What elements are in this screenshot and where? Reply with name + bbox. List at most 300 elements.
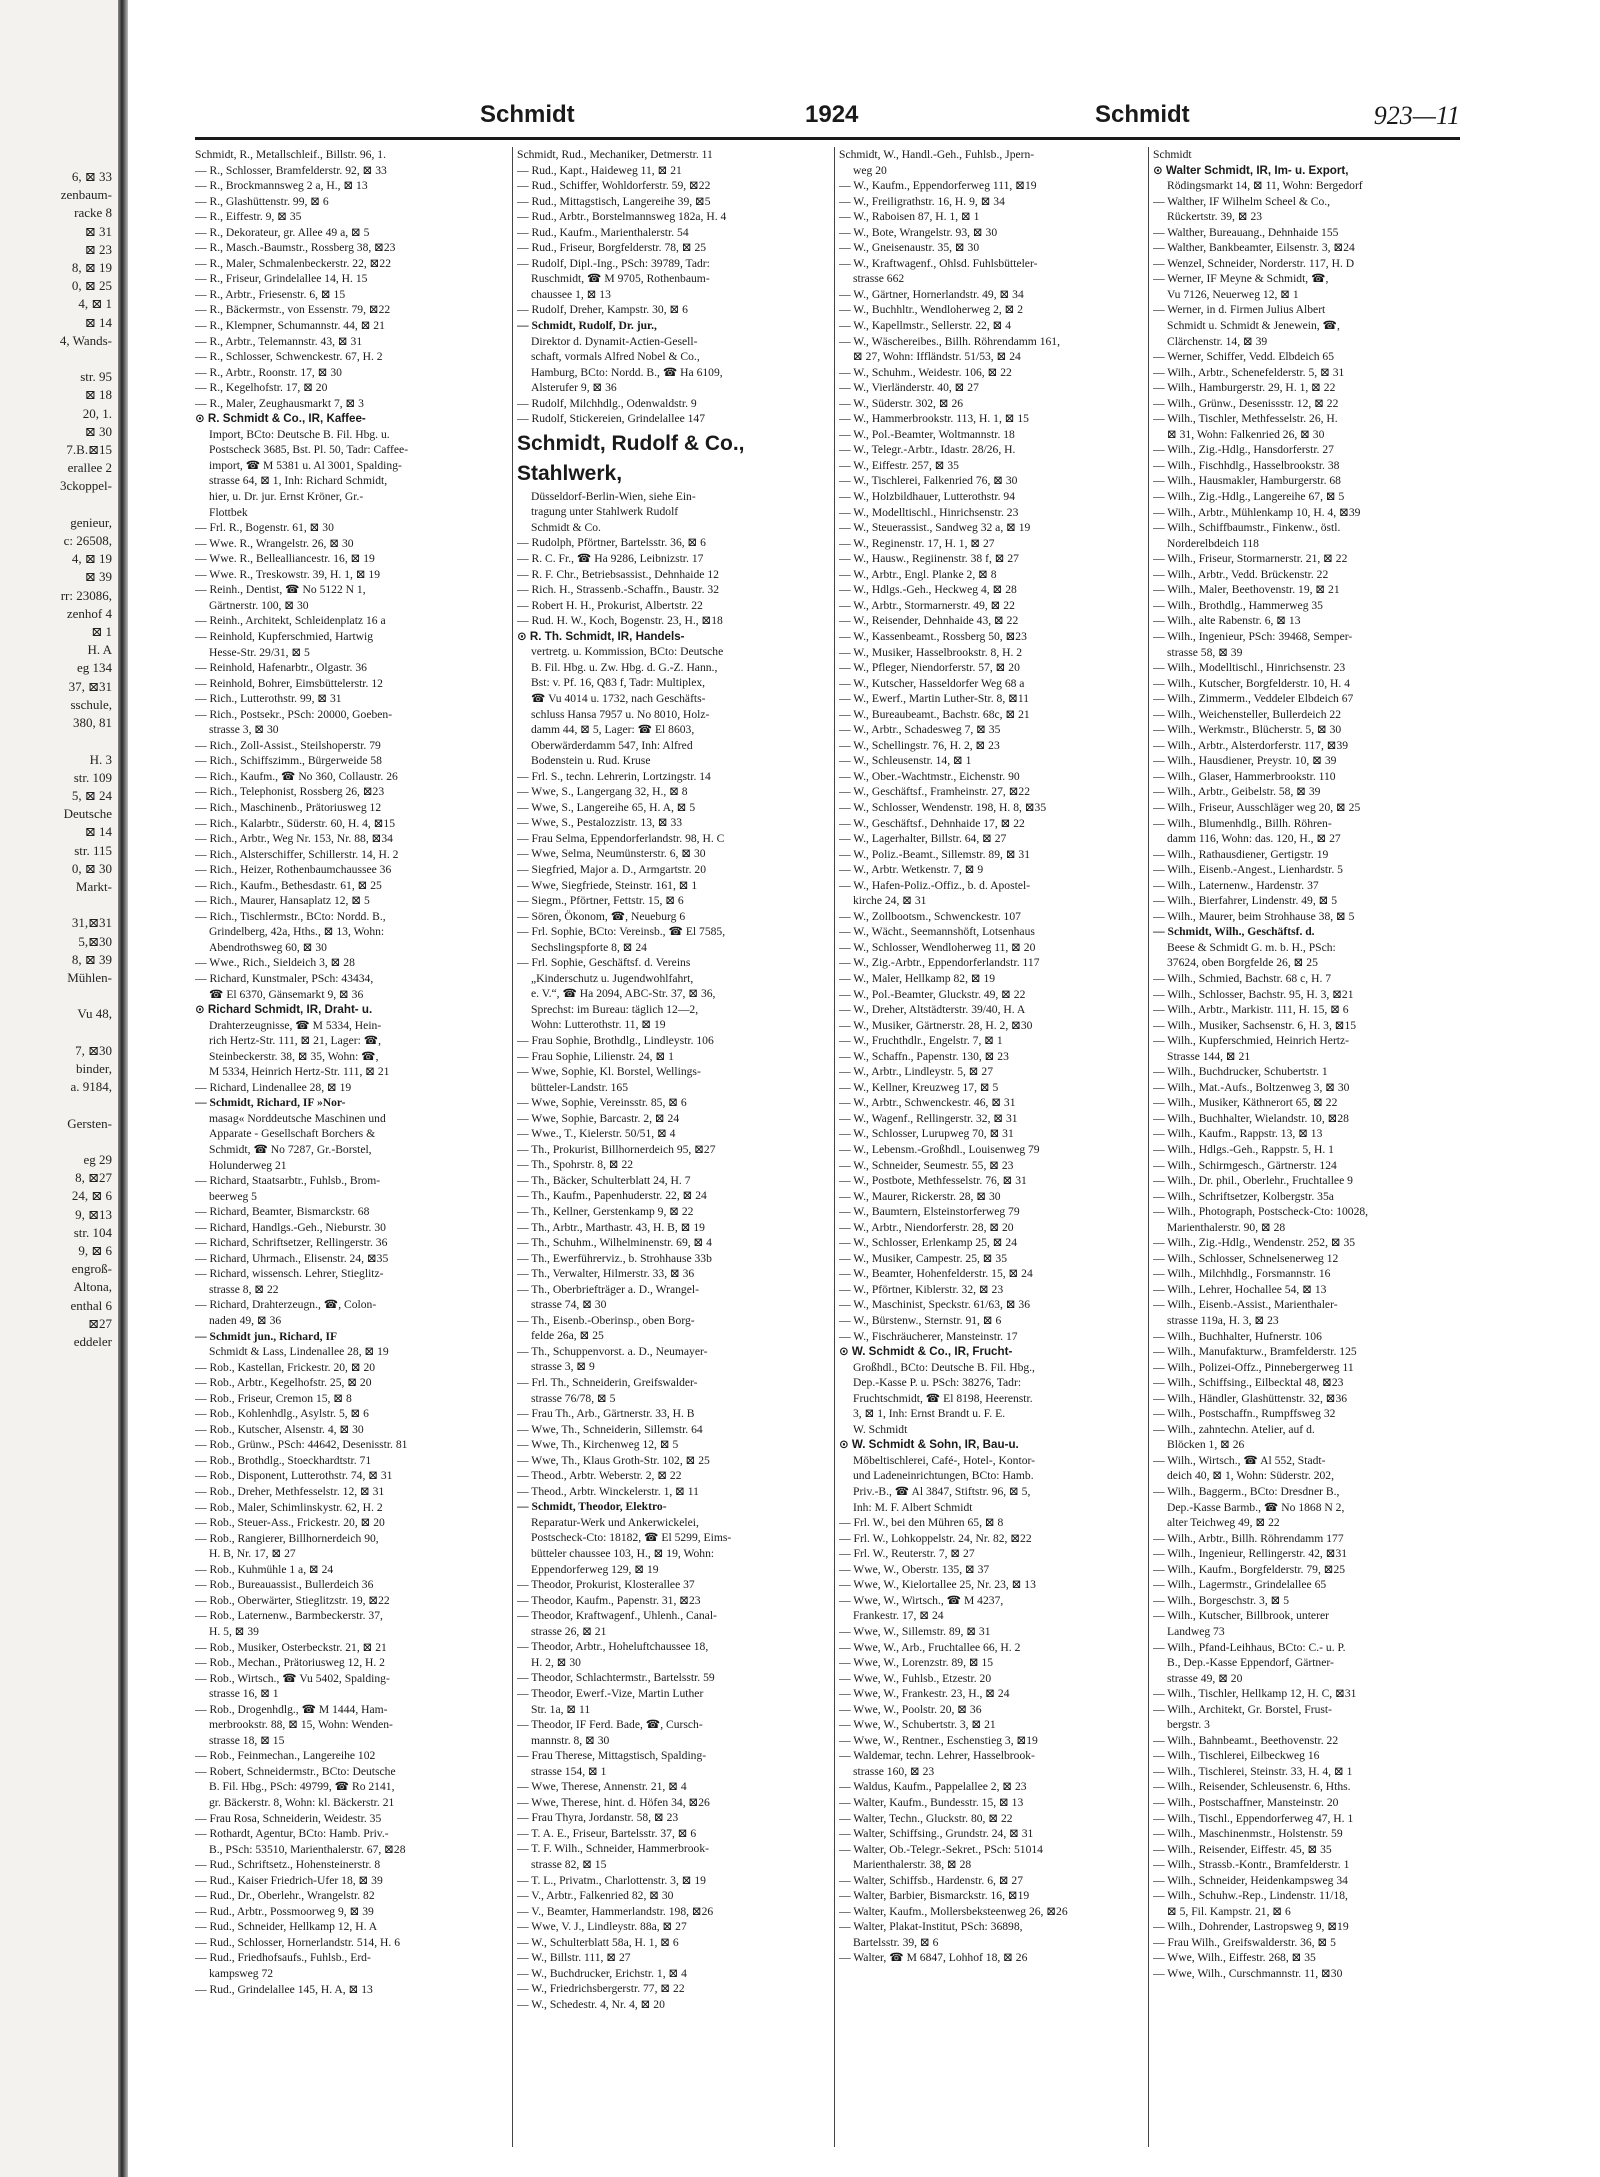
entry-continuation: Priv.-B., ☎ Al 3847, Stiftstr. 96, ⊠ 5, xyxy=(853,1485,1031,1499)
directory-entry: — T. F. Wilh., Schneider, Hammerbrook- xyxy=(517,1842,709,1856)
directory-entry: — Wwe, W., Frankestr. 23, H., ⊠ 24 xyxy=(839,1687,1010,1701)
directory-entry: — Wilh., Schuhw.-Rep., Lindenstr. 11/18, xyxy=(1153,1889,1348,1903)
edge-fragment xyxy=(0,987,112,1005)
directory-entry: — R., Klempner, Schumannstr. 44, ⊠ 21 xyxy=(195,319,385,333)
directory-entry: — Wilh., Lagermstr., Grindelallee 65 xyxy=(1153,1578,1327,1592)
directory-entry: — Wwe, Sophie, Kl. Borstel, Wellings- xyxy=(517,1065,701,1079)
edge-fragment: ⊠ 31 xyxy=(84,223,112,239)
entry-continuation: W. Schmidt xyxy=(853,1422,908,1436)
directory-entry: — W., Hdlgs.-Geh., Heckweg 4, ⊠ 28 xyxy=(839,583,1017,597)
edge-fragment: ⊠ 14 xyxy=(84,314,112,330)
directory-entry: — Wilh., Dr. phil., Oberlehr., Fruchtallee 9 xyxy=(1153,1174,1353,1188)
directory-entry: — Wilh., Kutscher, Billbrook, unterer xyxy=(1153,1609,1329,1623)
entry-continuation: Norderelbdeich 118 xyxy=(1167,536,1259,550)
directory-entry: — W., Gärtner, Hornerlandstr. 49, ⊠ 34 xyxy=(839,287,1024,301)
entry-continuation: kampsweg 72 xyxy=(209,1966,274,1980)
directory-entry: — Wwe, W., Kielortallee 25, Nr. 23, ⊠ 13 xyxy=(839,1578,1036,1592)
entry-continuation: B., Dep.-Kasse Eppendorf, Gärtner- xyxy=(1167,1656,1334,1670)
directory-entry: — W., Schneider, Seumestr. 55, ⊠ 23 xyxy=(839,1158,1014,1172)
directory-entry: — Richard, Beamter, Bismarckstr. 68 xyxy=(195,1205,370,1219)
edge-fragment: genieur, xyxy=(70,514,112,530)
directory-entry: — W., Schaffn., Papenstr. 130, ⊠ 23 xyxy=(839,1049,1009,1063)
column-divider xyxy=(512,147,513,2147)
edge-fragment: 8, ⊠27 xyxy=(75,1170,112,1186)
edge-fragment: 7, ⊠30 xyxy=(75,1042,112,1058)
directory-entry: — W., Hammerbrookstr. 113, H. 1, ⊠ 15 xyxy=(839,412,1029,426)
directory-entry: — Wwe, Siegfriede, Steinstr. 161, ⊠ 1 xyxy=(517,878,698,892)
directory-entry: — Wilh., Glaser, Hammerbrookstr. 110 xyxy=(1153,769,1336,783)
directory-entry: Schmidt, R., Metallschleif., Billstr. 96, 1. xyxy=(195,148,386,161)
directory-entry: — Wilh., Strassb.-Kontr., Bramfelderstr. 1 xyxy=(1153,1858,1350,1872)
entry-continuation: „Kinderschutz u. Jugendwohlfahrt, xyxy=(531,971,694,985)
entry-continuation: Fruchtschmidt, ☎ El 8198, Heerenstr. xyxy=(853,1391,1033,1405)
directory-entry: — Rich. H., Strassenb.-Schaffn., Baustr. 32 xyxy=(517,583,720,597)
directory-entry: — Wwe, W., Schubertstr. 3, ⊠ 21 xyxy=(839,1718,996,1732)
directory-entry: — Richard, Drahterzeugn., ☎, Colon- xyxy=(195,1298,377,1312)
directory-entry: — Wilh., Arbtr., Billh. Röhrendamm 177 xyxy=(1153,1531,1344,1545)
directory-entry: — W., Vierländerstr. 40, ⊠ 27 xyxy=(839,381,979,395)
entry-continuation: Sprechst: im Bureau: täglich 12—2, xyxy=(531,1002,699,1016)
firm-entry: ⊙ W. Schmidt & Sohn, IR, Bau-u. xyxy=(839,1438,1019,1452)
directory-entry: — Rich., Kaufm., ☎ No 360, Collaustr. 26 xyxy=(195,769,398,783)
directory-entry: — Walther, Bankbeamter, Eilsenstr. 3, ⊠24 xyxy=(1153,241,1355,255)
entry-continuation: gr. Bäckerstr. 8, Wohn: kl. Bäckerstr. 21 xyxy=(209,1795,395,1809)
edge-fragment: 5,⊠30 xyxy=(78,933,112,949)
directory-entry: — Wwe, W., Poolstr. 20, ⊠ 36 xyxy=(839,1702,982,1716)
entry-continuation: Vu 7126, Neuerweg 12, ⊠ 1 xyxy=(1167,287,1299,301)
entry-continuation: Schmidt, ☎ No 7287, Gr.-Borstel, xyxy=(209,1143,372,1156)
directory-entry: — Wilh., Weichensteller, Bullerdeich 22 xyxy=(1153,707,1341,721)
directory-entry: — Wilh., Modelltischl., Hinrichsenstr. 23 xyxy=(1153,661,1346,675)
directory-entry: — R., Arbtr., Telemannstr. 43, ⊠ 31 xyxy=(195,334,363,348)
edge-fragment xyxy=(0,496,112,514)
directory-entry: — Wilh., Zimmerm., Veddeler Elbdeich 67 xyxy=(1153,692,1354,706)
entry-continuation: Str. 1a, ⊠ 11 xyxy=(531,1702,591,1716)
directory-entry: — Wilh., Photograph, Postscheck-Cto: 10028, xyxy=(1153,1205,1369,1219)
directory-entry: — Theod., Arbtr. Winckelerstr. 1, ⊠ 11 xyxy=(517,1484,699,1498)
edge-fragment: H. 3 xyxy=(89,751,112,767)
directory-entry: — Frau Rosa, Schneiderin, Weidestr. 35 xyxy=(195,1811,382,1825)
directory-entry: — Rud., Friseur, Borgfelderstr. 78, ⊠ 25 xyxy=(517,241,707,255)
edge-fragment: zenhof 4 xyxy=(66,605,112,621)
directory-entry: — Wenzel, Schneider, Norderstr. 117, H. D xyxy=(1153,256,1355,270)
directory-entry: — Wilh., Schiffbaumstr., Finkenw., östl. xyxy=(1153,521,1341,535)
edge-fragment: eg 29 xyxy=(83,1151,112,1167)
directory-entry: — Wilh., Lehrer, Hochallee 54, ⊠ 13 xyxy=(1153,1282,1327,1296)
directory-entry: — Wwe. R., Bellealliancestr. 16, ⊠ 19 xyxy=(195,552,375,566)
entry-continuation: strasse 58, ⊠ 39 xyxy=(1167,645,1243,659)
directory-entry: — Werner, IF Meyne & Schmidt, ☎, xyxy=(1153,272,1329,286)
directory-entry: — Rich., Schiffszimm., Bürgerweide 58 xyxy=(195,754,382,768)
directory-entry: — Walther, Bureauang., Dehnhaide 155 xyxy=(1153,225,1339,239)
edge-fragment: Mühlen- xyxy=(67,969,112,985)
directory-entry: — W., Postbote, Methfesselstr. 76, ⊠ 31 xyxy=(839,1174,1027,1188)
directory-entry: — Wilh., Friseur, Stormarnerstr. 21, ⊠ 22 xyxy=(1153,552,1348,566)
entry-continuation: Schmidt u. Schmidt & Jenewein, ☎, xyxy=(1167,319,1340,333)
entry-continuation: Hesse-Str. 29/31, ⊠ 5 xyxy=(209,645,310,659)
entry-continuation: Postscheck 3685, Bst. Pl. 50, Tadr: Caffee- xyxy=(209,443,409,457)
directory-entry: — W., Kellner, Kreuzweg 17, ⊠ 5 xyxy=(839,1080,999,1094)
entry-continuation: bergstr. 3 xyxy=(1167,1718,1210,1732)
edge-fragment: enthal 6 xyxy=(70,1297,112,1313)
directory-entry: — Rud. H. W., Koch, Bogenstr. 23, H., ⊠18 xyxy=(517,614,723,628)
entry-continuation: Gärtnerstr. 100, ⊠ 30 xyxy=(209,598,309,612)
directory-entry: — R., Eiffestr. 9, ⊠ 35 xyxy=(195,210,302,224)
entry-continuation: B. Fil. Hbg. u. Zw. Hbg. d. G.-Z. Hann., xyxy=(531,660,718,674)
edge-fragment xyxy=(0,732,112,750)
directory-entry: — W., Buchhltr., Wendloherweg 2, ⊠ 2 xyxy=(839,303,1024,317)
entry-continuation: deich 40, ⊠ 1, Wohn: Süderstr. 202, xyxy=(1167,1469,1335,1483)
directory-entry: — Rud., Kaiser Friedrich-Ufer 18, ⊠ 39 xyxy=(195,1873,383,1887)
directory-entry: — Rob., Laternenw., Barmbeckerstr. 37, xyxy=(195,1609,383,1623)
directory-entry: — Wilh., Maschinenmstr., Holstenstr. 59 xyxy=(1153,1827,1343,1841)
directory-entry: — Schmidt, Wilh., Geschäftsf. d. xyxy=(1153,925,1315,939)
directory-entry: — W., Modelltischl., Hinrichsenstr. 23 xyxy=(839,505,1019,519)
edge-fragment: Vu 48, xyxy=(77,1006,112,1022)
directory-entry: — Rob., Kuhmühle 1 a, ⊠ 24 xyxy=(195,1562,334,1576)
directory-entry: — R., Friseur, Grindelallee 14, H. 15 xyxy=(195,272,368,286)
directory-entry: — Reinhold, Bohrer, Eimsbüttelerstr. 12 xyxy=(195,676,383,690)
directory-entry: — Rudolf, Dreher, Kampstr. 30, ⊠ 6 xyxy=(517,303,688,317)
directory-entry: — Richard, wissensch. Lehrer, Stieglitz- xyxy=(195,1267,384,1281)
directory-entry: — Richard, Schriftsetzer, Rellingerstr. 36 xyxy=(195,1236,388,1250)
entry-continuation: Blöcken 1, ⊠ 26 xyxy=(1167,1438,1245,1452)
directory-entry: — Th., Verwalter, Hilmerstr. 33, ⊠ 36 xyxy=(517,1267,695,1281)
directory-entry: — R., Schlosser, Schwenckestr. 67, H. 2 xyxy=(195,350,383,364)
directory-entry: — Wilh., Schriftsetzer, Kolbergstr. 35a xyxy=(1153,1189,1334,1203)
directory-entry: — W., Musiker, Campestr. 25, ⊠ 35 xyxy=(839,1251,1008,1265)
directory-entry: — Wwe, Sophie, Barcastr. 2, ⊠ 24 xyxy=(517,1111,680,1125)
directory-entry: — Rob., Dreher, Methfesselstr. 12, ⊠ 31 xyxy=(195,1485,385,1499)
entry-continuation: strasse 154, ⊠ 1 xyxy=(531,1764,607,1778)
entry-continuation: ⊠ 5, Fil. Kampstr. 21, ⊠ 6 xyxy=(1167,1904,1291,1918)
directory-entry: — Walter, Kaufm., Bundesstr. 15, ⊠ 13 xyxy=(839,1795,1024,1809)
entry-continuation: Clärchenstr. 14, ⊠ 39 xyxy=(1167,334,1268,348)
directory-entry: — W., Dreher, Altstädterstr. 39/40, H. A xyxy=(839,1003,1026,1017)
edge-fragment: str. 115 xyxy=(74,842,112,858)
directory-entry: — Rob., Oberwärter, Stieglitzstr. 19, ⊠22 xyxy=(195,1593,390,1607)
entry-continuation: Steinbeckerstr. 38, ⊠ 35, Wohn: ☎, xyxy=(209,1049,379,1063)
directory-entry: — W., Eiffestr. 257, ⊠ 35 xyxy=(839,458,959,472)
directory-entry: — R., Bäckermstr., von Essenstr. 79, ⊠22 xyxy=(195,303,391,317)
directory-entry: — Reinhold, Kupferschmied, Hartwig xyxy=(195,629,374,643)
entry-continuation: beerweg 5 xyxy=(209,1189,257,1203)
entry-continuation: Schmidt & Lass, Lindenallee 28, ⊠ 19 xyxy=(209,1345,389,1359)
directory-entry: — W., Pfleger, Niendorferstr. 57, ⊠ 20 xyxy=(839,661,1020,675)
directory-entry: — Wilh., Musiker, Sachsenstr. 6, H. 3, ⊠15 xyxy=(1153,1018,1357,1032)
directory-entry: — W., Schlosser, Erlenkamp 25, ⊠ 24 xyxy=(839,1236,1017,1250)
directory-entry: — W., Arbtr., Niendorferstr. 28, ⊠ 20 xyxy=(839,1220,1014,1234)
directory-entry: — W., Pförtner, Kiblerstr. 32, ⊠ 23 xyxy=(839,1282,1004,1296)
entry-continuation: weg 20 xyxy=(853,163,887,177)
directory-entry: — Wilh., Maurer, beim Strohhause 38, ⊠ 5 xyxy=(1153,909,1355,923)
entry-continuation: bütteler chaussee 103, H., ⊠ 19, Wohn: xyxy=(531,1547,715,1561)
edge-fragment: Deutsche xyxy=(63,806,112,822)
directory-entry: — W., Beamter, Hohenfelderstr. 15, ⊠ 24 xyxy=(839,1267,1033,1281)
directory-entry: — R., Glashüttenstr. 99, ⊠ 6 xyxy=(195,194,329,208)
entry-continuation: H. B, Nr. 17, ⊠ 27 xyxy=(209,1547,296,1561)
directory-entry: — Wilh., Blumenhdlg., Billh. Röhren- xyxy=(1153,816,1332,830)
edge-fragment: engroß- xyxy=(71,1261,112,1277)
directory-entry: — W., Arbtr. Wetkenstr. 7, ⊠ 9 xyxy=(839,863,984,877)
directory-entry: — W., Zig.-Arbtr., Eppendorferlandstr. 117 xyxy=(839,956,1040,970)
directory-entry: — Frl. W., Reuterstr. 7, ⊠ 27 xyxy=(839,1547,975,1561)
directory-entry: — W., Kraftwagenf., Ohlsd. Fuhlsbütteler- xyxy=(839,256,1038,270)
directory-entry: — Frl. Th., Schneiderin, Greifswalder- xyxy=(517,1376,698,1390)
entry-continuation: ☎ Vu 4014 u. 1732, nach Geschäfts- xyxy=(531,691,706,705)
column-3 xyxy=(839,147,1151,2147)
directory-entry: — Rob., Drogenhdlg., ☎ M 1444, Ham- xyxy=(195,1702,388,1716)
directory-entry: — Rob., Grünw., PSch: 44642, Desenisstr. 81 xyxy=(195,1438,408,1452)
directory-entry: — Werner, Schiffer, Vedd. Elbdeich 65 xyxy=(1153,350,1335,364)
edge-fragment: 8, ⊠ 39 xyxy=(71,951,112,967)
directory-entry: — W., Reisender, Dehnhaide 43, ⊠ 22 xyxy=(839,614,1019,628)
directory-entry: — V., Arbtr., Falkenried 82, ⊠ 30 xyxy=(517,1889,674,1903)
directory-entry: — Wwe, S., Pestalozzistr. 13, ⊠ 33 xyxy=(517,816,683,830)
directory-entry: — Wilh., Ingenieur, PSch: 39468, Semper- xyxy=(1153,629,1353,643)
directory-entry: — Wilh., Polizei-Offz., Pinnebergerweg 11 xyxy=(1153,1360,1354,1374)
directory-entry: — W., Arbtr., Schwenckestr. 46, ⊠ 31 xyxy=(839,1096,1016,1110)
entry-continuation: damm 116, Wohn: das. 120, H., ⊠ 27 xyxy=(1167,832,1341,846)
edge-fragment: binder, xyxy=(76,1060,112,1076)
directory-entry: — W., Bureaubeamt., Bachstr. 68c, ⊠ 21 xyxy=(839,707,1030,721)
entry-continuation: Strasse 144, ⊠ 21 xyxy=(1167,1049,1251,1063)
directory-entry: — R., Maler, Schmalenbeckerstr. 22, ⊠22 xyxy=(195,256,391,270)
directory-entry: — Rob., Bureauassist., Bullerdeich 36 xyxy=(195,1578,374,1592)
edge-fragment: ⊠ 30 xyxy=(84,423,112,439)
directory-entry: — W., Pol.-Beamter, Woltmannstr. 18 xyxy=(839,427,1015,441)
directory-entry: — Wilh., Hdlgs.-Geh., Rappstr. 5, H. 1 xyxy=(1153,1143,1334,1156)
directory-entry: — R., Schlosser, Bramfelderstr. 92, ⊠ 33 xyxy=(195,163,387,177)
directory-entry: — W., Ewerf., Martin Luther-Str. 8, ⊠11 xyxy=(839,692,1030,706)
directory-entry: — Wilh., Eisenb.-Assist., Marienthaler- xyxy=(1153,1298,1338,1312)
directory-entry: — Wilh., Kutscher, Borgfelderstr. 10, H. 4 xyxy=(1153,676,1350,690)
entry-continuation: strasse 26, ⊠ 21 xyxy=(531,1624,607,1638)
directory-entry: — Wilh., Arbtr., Mühlenkamp 10, H. 4, ⊠39 xyxy=(1153,505,1361,519)
entry-continuation: strasse 160, ⊠ 23 xyxy=(853,1764,935,1778)
entry-continuation: B., PSch: 53510, Marienthalerstr. 67, ⊠28 xyxy=(209,1842,406,1856)
directory-entry: — Wilh., Schiffsing., Eilbecktal 48, ⊠23 xyxy=(1153,1376,1344,1390)
running-head-left-name: Schmidt xyxy=(480,101,575,128)
running-head-year: 1924 xyxy=(805,101,859,128)
entry-continuation: Flottbek xyxy=(209,505,248,519)
entry-continuation: Großhdl., BCto: Deutsche B. Fil. Hbg., xyxy=(853,1360,1035,1374)
directory-entry: — Th., Arbtr., Marthastr. 43, H. B, ⊠ 19 xyxy=(517,1220,705,1234)
directory-entry: — Wilh., Rathausdiener, Gertigstr. 19 xyxy=(1153,847,1329,861)
directory-entry: — Wilh., Architekt, Gr. Borstel, Frust- xyxy=(1153,1702,1333,1716)
entry-continuation: Ruschmidt, ☎ M 9705, Rothenbaum- xyxy=(531,272,710,286)
directory-entry: — W., Musiker, Hasselbrookstr. 8, H. 2 xyxy=(839,645,1023,659)
edge-fragment: rr: 23086, xyxy=(60,587,112,603)
directory-entry: — W., Poliz.-Beamt., Sillemstr. 89, ⊠ 31 xyxy=(839,847,1031,861)
entry-continuation: Wohn: Lutterothstr. 11, ⊠ 19 xyxy=(531,1018,666,1032)
edge-fragment: eddeler xyxy=(73,1334,112,1349)
directory-entry: — Wilh., Wirtsch., ☎ Al 552, Stadt- xyxy=(1153,1453,1326,1467)
directory-entry: — Wilh., Schirmgesch., Gärtnerstr. 124 xyxy=(1153,1158,1337,1172)
directory-entry: — Wilh., Arbtr., Geibelstr. 58, ⊠ 39 xyxy=(1153,785,1321,799)
directory-entry: — Wilh., Musiker, Käthnerort 65, ⊠ 22 xyxy=(1153,1096,1338,1110)
directory-entry: — Walter, Plakat-Institut, PSch: 36898, xyxy=(839,1920,1023,1934)
directory-entry: — Schmidt jun., Richard, IF xyxy=(195,1329,338,1343)
entry-continuation: schluss Hansa 7957 u. No 8010, Holz- xyxy=(531,707,710,721)
column-surname-head: Schmidt xyxy=(1153,148,1192,161)
column-1 xyxy=(195,147,507,2147)
directory-entry: — Rud., Friedhofsaufs., Fuhlsb., Erd- xyxy=(195,1951,371,1965)
directory-entry: — W., Süderstr. 302, ⊠ 26 xyxy=(839,396,964,410)
running-head-right-name: Schmidt xyxy=(1095,101,1190,128)
directory-entry: — Rob., Kastellan, Frickestr. 20, ⊠ 20 xyxy=(195,1360,376,1374)
directory-entry: — Wilh., Buchdrucker, Schubertstr. 1 xyxy=(1153,1065,1328,1079)
edge-fragment: 6, ⊠ 33 xyxy=(71,169,112,184)
directory-entry: — Wilh., Postschaffn., Rumpffsweg 32 xyxy=(1153,1407,1336,1421)
firm-entry: ⊙ R. Th. Schmidt, IR, Handels- xyxy=(517,629,685,643)
directory-entry: — Rich., Kaufm., Bethesdastr. 61, ⊠ 25 xyxy=(195,878,382,892)
directory-entry: — Walter, Kaufm., Mollersbeksteenweg 26, ⊠26 xyxy=(839,1904,1068,1918)
entry-continuation: Drahterzeugnisse, ☎ M 5334, Hein- xyxy=(209,1018,382,1032)
directory-entry: — Frl. Sophie, BCto: Vereinsb., ☎ El 7585, xyxy=(517,925,726,939)
directory-entry: — V., Beamter, Hammerlandstr. 198, ⊠26 xyxy=(517,1904,714,1918)
edge-fragment: ⊠ 1 xyxy=(91,624,112,640)
directory-entry: — T. A. E., Friseur, Bartelsstr. 37, ⊠ 6 xyxy=(517,1826,697,1840)
directory-entry: — W., Buchdrucker, Erichstr. 1, ⊠ 4 xyxy=(517,1966,687,1980)
entry-continuation: Marienthalerstr. 90, ⊠ 28 xyxy=(1167,1220,1286,1234)
directory-entry: — Walter, Schiffsing., Grundstr. 24, ⊠ 31 xyxy=(839,1827,1034,1841)
edge-fragment: sschule, xyxy=(70,696,112,712)
directory-entry: — Wilh., Grünw., Desenissstr. 12, ⊠ 22 xyxy=(1153,396,1339,410)
directory-entry: — Rob., Friseur, Cremon 15, ⊠ 8 xyxy=(195,1391,352,1405)
directory-entry: — R. F. Chr., Betriebsassist., Dehnhaide 12 xyxy=(517,567,719,581)
directory-entry: — Theodor, Arbtr., Hoheluftchaussee 18, xyxy=(517,1640,709,1654)
directory-entry: — Theodor, Schlachtermstr., Bartelsstr. 59 xyxy=(517,1671,715,1685)
entry-continuation: tragung unter Stahlwerk Rudolf xyxy=(531,505,679,519)
directory-entry: — Wilh., Tischl., Eppendorferweg 47, H. 1 xyxy=(1153,1811,1354,1825)
directory-entry: — Wilh., Manufakturw., Bramfelderstr. 125 xyxy=(1153,1345,1357,1359)
edge-fragment: 37, ⊠31 xyxy=(68,678,112,694)
directory-entry: — Richard, Handlgs.-Geh., Nieburstr. 30 xyxy=(195,1220,386,1234)
entry-continuation: Grindelberg, 42a, Hths., ⊠ 13, Wohn: xyxy=(209,925,385,939)
edge-fragment: ⊠27 xyxy=(88,1315,112,1331)
directory-entry: — Frau Wilh., Greifswalderstr. 36, ⊠ 5 xyxy=(1153,1935,1336,1949)
directory-entry: — Wilh., Eisenb.-Angest., Lienhardstr. 5 xyxy=(1153,863,1343,877)
directory-entry: — Rich., Heizer, Rothenbaumchaussee 36 xyxy=(195,863,392,877)
edge-fragment: a. 9184, xyxy=(70,1079,112,1095)
directory-entry: — Wwe, Selma, Neumünsterstr. 6, ⊠ 30 xyxy=(517,847,706,861)
edge-fragment xyxy=(0,1024,112,1042)
directory-entry: — W., Hafen-Poliz.-Offiz., b. d. Apostel- xyxy=(839,878,1031,892)
directory-entry: — Rothardt, Agentur, BCto: Hamb. Priv.- xyxy=(195,1827,389,1841)
directory-entry: — W., Lebensm.-Großhdl., Louisenweg 79 xyxy=(839,1143,1040,1156)
directory-entry: — W., Maschinist, Speckstr. 61/63, ⊠ 36 xyxy=(839,1298,1031,1312)
directory-entry: — Wilh., Schneider, Heidenkampsweg 34 xyxy=(1153,1873,1348,1887)
directory-entry: — Wilh., Fischhdlg., Hasselbrookstr. 38 xyxy=(1153,458,1340,472)
directory-entry: — W., Maler, Hellkamp 82, ⊠ 19 xyxy=(839,971,996,985)
directory-entry: — Rudolf, Milchhdlg., Odenwaldstr. 9 xyxy=(517,396,697,410)
directory-entry: — Schmidt, Theodor, Elektro- xyxy=(517,1500,667,1514)
directory-entry: — W., Telegr.-Arbtr., Idastr. 28/26, H. xyxy=(839,443,1016,457)
edge-fragment: 5, ⊠ 24 xyxy=(71,787,112,803)
entry-continuation: Abendrothsweg 60, ⊠ 30 xyxy=(209,940,327,954)
entry-continuation: chaussee 1, ⊠ 13 xyxy=(531,287,611,301)
directory-entry: — Wilh., Baggerm., BCto: Dresdner B., xyxy=(1153,1485,1340,1499)
directory-entry: — Wilh., Friseur, Ausschläger weg 20, ⊠ 25 xyxy=(1153,800,1361,814)
directory-entry: — Rob., Rangierer, Billhornerdeich 90, xyxy=(195,1531,379,1545)
directory-entry: — Wilh., Tischlerei, Steinstr. 33, H. 4, ⊠ 1 xyxy=(1153,1764,1353,1778)
directory-entry: — Rudolf, Dipl.-Ing., PSch: 39789, Tadr: xyxy=(517,256,710,270)
entry-continuation: Schmidt & Co. xyxy=(531,520,601,534)
entry-continuation: import, ☎ M 5381 u. Al 3001, Spalding- xyxy=(209,458,402,472)
directory-entry: — Wwe, Sophie, Vereinsstr. 85, ⊠ 6 xyxy=(517,1096,687,1110)
directory-entry: — Rob., Maler, Schimlinskystr. 62, H. 2 xyxy=(195,1500,383,1514)
edge-fragment: str. 104 xyxy=(73,1224,112,1240)
entry-continuation: Rückertstr. 39, ⊠ 23 xyxy=(1167,210,1263,224)
directory-entry: — Rich., Arbtr., Weg Nr. 153, Nr. 88, ⊠34 xyxy=(195,832,393,846)
entry-continuation: Alsterufer 9, ⊠ 36 xyxy=(531,381,617,395)
directory-entry: — T. L., Privatm., Charlottenstr. 3, ⊠ 19 xyxy=(517,1873,706,1887)
entry-continuation: strasse 49, ⊠ 20 xyxy=(1167,1671,1243,1685)
directory-entry: — W., Schellingstr. 76, H. 2, ⊠ 23 xyxy=(839,738,1000,752)
edge-fragment: 9, ⊠13 xyxy=(75,1206,112,1222)
directory-entry: — Sören, Ökonom, ☎, Neueburg 6 xyxy=(517,909,686,923)
directory-entry: — W., Wäschereibes., Billh. Röhrendamm 161, xyxy=(839,334,1060,348)
directory-entry: — Wilh., Schlosser, Bachstr. 95, H. 3, ⊠21 xyxy=(1153,987,1354,1001)
directory-entry: — Schmidt, Richard, IF »Nor- xyxy=(195,1096,346,1110)
entry-continuation: strasse 3, ⊠ 30 xyxy=(209,723,279,737)
edge-fragment xyxy=(0,1096,112,1114)
directory-entry: — W., Geschäftsf., Framheinstr. 27, ⊠22 xyxy=(839,785,1031,799)
entry-continuation: damm 44, ⊠ 5, Lager: ☎ El 8603, xyxy=(531,723,695,737)
edge-fragment: 4, ⊠ 1 xyxy=(78,296,112,312)
directory-entry: — Reinhold, Hafenarbtr., Olgastr. 36 xyxy=(195,661,367,675)
directory-entry: — Waldemar, techn. Lehrer, Hasselbrook- xyxy=(839,1749,1035,1763)
directory-entry: — Walter, Ob.-Telegr.-Sekret., PSch: 51014 xyxy=(839,1842,1043,1856)
entry-continuation: B. Fil. Hbg., PSch: 49799, ☎ Ro 2141, xyxy=(209,1780,395,1794)
directory-entry: — Wwe, S., Langergang 32, H., ⊠ 8 xyxy=(517,785,688,799)
entry-continuation: vertretg. u. Kommission, BCto: Deutsche xyxy=(531,645,724,659)
directory-entry: — Rich., Kalarbtr., Süderstr. 60, H. 4, ⊠15 xyxy=(195,816,396,830)
directory-entry: — W., Holzbildhauer, Lutterothstr. 94 xyxy=(839,490,1015,504)
entry-continuation: Beese & Schmidt G. m. b. H., PSch: xyxy=(1167,940,1336,954)
directory-entry: — Th., Ewerführerviz., b. Strohhause 33b xyxy=(517,1251,712,1265)
directory-entry: — Rich., Maschinenb., Prätoriusweg 12 xyxy=(195,800,382,814)
directory-entry: — Rob., Feinmechan., Langereihe 102 xyxy=(195,1749,376,1763)
directory-entry: — Wilh., Buchhalter, Wielandstr. 10, ⊠28 xyxy=(1153,1111,1349,1125)
directory-entry: — Rudolf, Stickereien, Grindelallee 147 xyxy=(517,412,706,426)
directory-entry: — Rud., Schneider, Hellkamp 12, H. A xyxy=(195,1920,378,1934)
edge-fragment: 31,⊠31 xyxy=(71,915,112,931)
directory-entry: — Wilh., Borgeschstr. 3, ⊠ 5 xyxy=(1153,1593,1290,1607)
column-divider xyxy=(1148,147,1149,2147)
directory-entry: — Wilh., Reisender, Schleusenstr. 6, Hths. xyxy=(1153,1780,1351,1794)
column-4 xyxy=(1153,147,1465,2147)
directory-entry: — Wilh., Kaufm., Rappstr. 13, ⊠ 13 xyxy=(1153,1127,1323,1141)
directory-entry: — Rob., Disponent, Lutterothstr. 74, ⊠ 31 xyxy=(195,1469,393,1483)
directory-entry: — R., Dekorateur, gr. Allee 49 a, ⊠ 5 xyxy=(195,225,370,239)
edge-fragment: str. 95 xyxy=(80,369,112,385)
directory-entry: — Wilh., Arbtr., Alsterdorferstr. 117, ⊠39 xyxy=(1153,738,1349,752)
directory-entry: — W., Zollbootsm., Schwenckestr. 107 xyxy=(839,909,1021,923)
directory-entry: — Richard, Lindenallee 28, ⊠ 19 xyxy=(195,1080,352,1094)
directory-entry: — Rud., Arbtr., Possmoorweg 9, ⊠ 39 xyxy=(195,1904,374,1918)
directory-entry: — Walther, IF Wilhelm Scheel & Co., xyxy=(1153,194,1331,208)
directory-entry: — Rudolph, Pförtner, Bartelsstr. 36, ⊠ 6 xyxy=(517,536,706,550)
directory-entry: — Wilh., Zig.-Hdlg., Langereihe 67, ⊠ 5 xyxy=(1153,490,1345,504)
edge-fragment: H. A xyxy=(87,642,112,658)
edge-fragment: 4, ⊠ 19 xyxy=(71,551,112,567)
edge-fragment: 20, 1. xyxy=(82,405,112,421)
directory-entry: — W., Freiligrathstr. 16, H. 9, ⊠ 34 xyxy=(839,194,1005,208)
directory-entry: — Wwe, W., Oberstr. 135, ⊠ 37 xyxy=(839,1562,990,1576)
entry-continuation: Apparate - Gesellschaft Borchers & xyxy=(209,1127,376,1141)
